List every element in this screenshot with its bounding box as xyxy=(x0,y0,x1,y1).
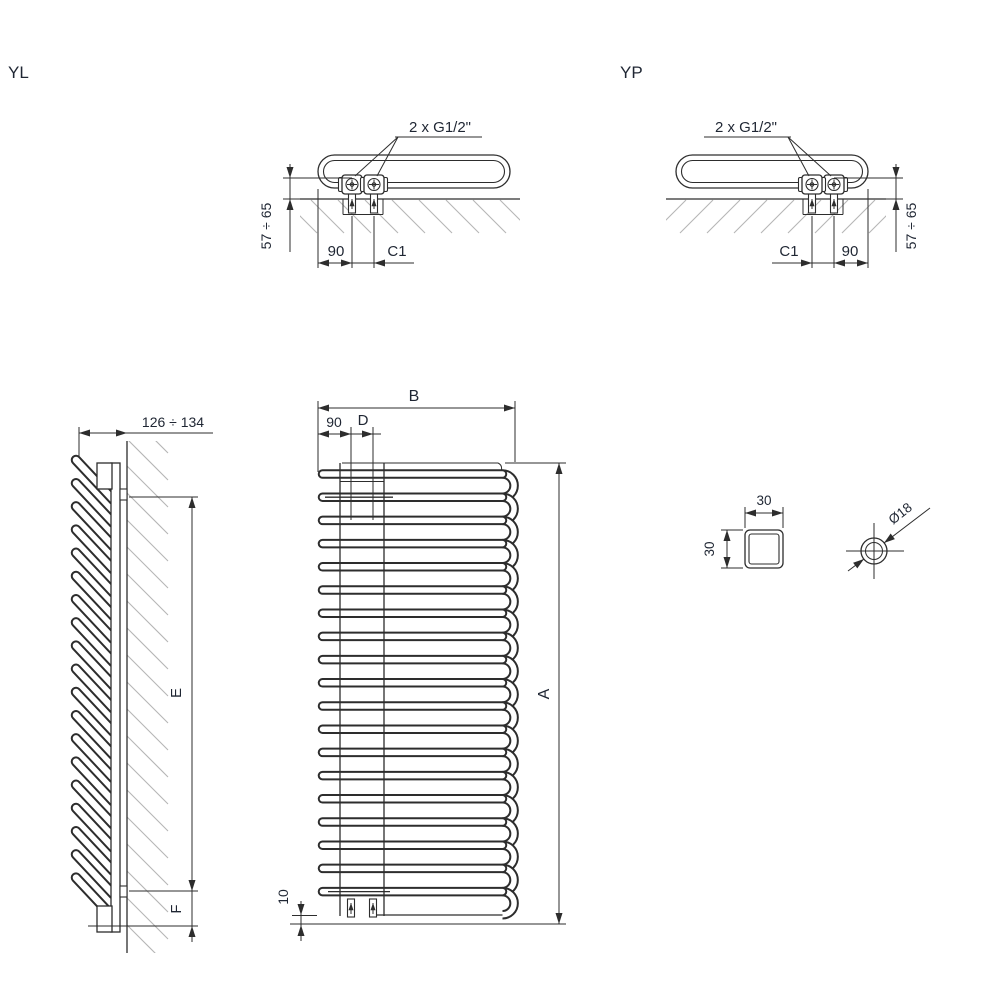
view-yp-graphics xyxy=(653,137,903,268)
dim-f: F xyxy=(168,904,185,914)
dim-connection-yl: 2 x G1/2" xyxy=(408,119,472,136)
hatch-line xyxy=(127,709,168,750)
hatch-line xyxy=(419,200,452,233)
hatch-line xyxy=(127,790,168,831)
dim-d: D xyxy=(357,412,369,429)
hatch-line xyxy=(127,817,168,858)
dim-c1-yl: C1 xyxy=(387,243,407,260)
hatch-line xyxy=(500,200,533,233)
collector-bar xyxy=(111,463,120,932)
dim-e: E xyxy=(168,687,185,699)
fitting-valve xyxy=(361,175,388,194)
hatch-line xyxy=(127,628,168,669)
detail-square-profile xyxy=(702,493,783,568)
dim-wall-offset-yp: 57 ÷ 65 xyxy=(903,202,919,250)
dim-wall-offset-yl: 57 ÷ 65 xyxy=(258,202,274,250)
dim-10: 10 xyxy=(275,889,291,905)
tube-rows xyxy=(323,474,503,892)
hatch-line xyxy=(127,520,168,561)
wall-hatch xyxy=(284,200,533,233)
hatch-line xyxy=(127,682,168,723)
hatch-line xyxy=(127,547,168,588)
wall-bracket-bottom xyxy=(120,886,127,897)
view-side xyxy=(76,412,213,966)
view-front xyxy=(275,388,566,941)
dim-tube-diameter: Ø18 xyxy=(885,499,915,528)
dim-c1-yp: C1 xyxy=(779,243,799,260)
view-yl-graphics xyxy=(283,137,533,268)
dim-90-yp: 90 xyxy=(841,243,859,260)
square-profile-inner xyxy=(749,534,779,564)
hatch-line xyxy=(127,655,168,696)
hatch-line xyxy=(127,439,168,480)
view-label-yl: YL xyxy=(8,63,29,82)
hatch-line xyxy=(392,200,425,233)
dim-b: B xyxy=(408,388,420,405)
dim-90-front: 90 xyxy=(326,414,342,430)
wall-bracket-top xyxy=(120,489,127,500)
hatch-line xyxy=(127,898,168,939)
leader-arrow-icon xyxy=(848,559,864,571)
hatch-line xyxy=(127,925,168,966)
view-label-yp: YP xyxy=(620,63,643,82)
wall-hatch xyxy=(127,412,168,966)
dim-a: A xyxy=(536,688,553,700)
hatch-line xyxy=(127,601,168,642)
hatch-line xyxy=(127,574,168,615)
dim-depth: 126 ÷ 134 xyxy=(141,414,205,430)
hatch-line xyxy=(311,200,344,233)
hatch-line xyxy=(127,493,168,534)
hatch-line xyxy=(127,844,168,885)
dim-square-height: 30 xyxy=(702,541,717,557)
detail-round-tube xyxy=(846,500,930,579)
dim-square-width: 30 xyxy=(756,493,772,508)
tube-loops xyxy=(76,460,114,918)
hatch-line xyxy=(127,736,168,777)
rail-cap-top xyxy=(97,463,112,489)
hatch-line xyxy=(284,200,317,233)
hatch-line xyxy=(127,466,168,507)
hatch-line xyxy=(127,763,168,804)
hatch-line xyxy=(446,200,479,233)
dim-90-yl: 90 xyxy=(327,243,345,260)
dim-connection-yp: 2 x G1/2" xyxy=(714,119,778,136)
hatch-line xyxy=(473,200,506,233)
rail-cap-bottom xyxy=(97,906,112,932)
